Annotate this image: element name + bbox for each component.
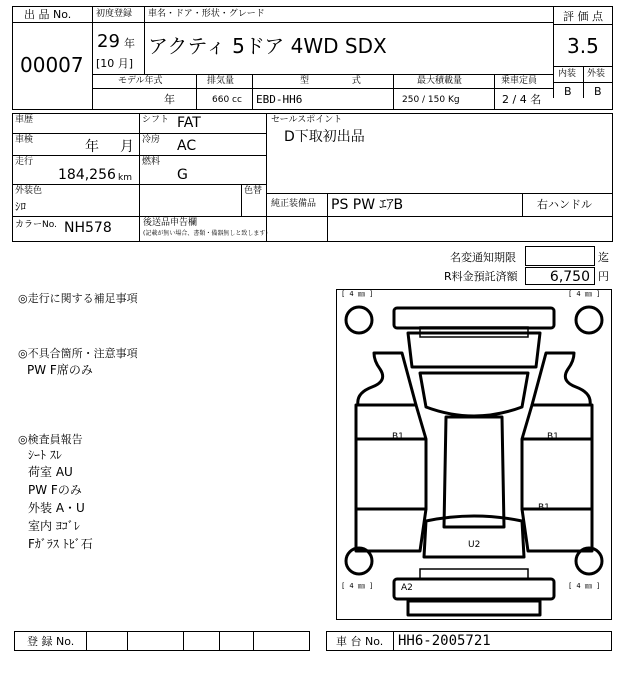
lot-label: 出 品 No. bbox=[24, 8, 72, 21]
defects-text: PW F席のみ bbox=[27, 363, 93, 377]
change-notice-field bbox=[525, 246, 595, 266]
color-change-label: 色替 bbox=[244, 186, 263, 196]
inspection-label: 車検 bbox=[15, 135, 34, 145]
equipment-value: PS PW ｴｱB bbox=[331, 197, 404, 213]
model-year-unit: 年 bbox=[164, 93, 175, 106]
tire-depth-front-left: [ 4 ㎜ ] bbox=[341, 290, 374, 298]
damage-mark-right-door: B1 bbox=[547, 432, 559, 442]
reg-month: [10 月] bbox=[96, 57, 134, 70]
recycle-value: 6,750 bbox=[549, 269, 590, 285]
ac-value: AC bbox=[177, 138, 197, 154]
inspector-title: ◎検査員報告 bbox=[18, 433, 83, 446]
steering-value: 右ハンドル bbox=[537, 198, 592, 211]
color-no-label: カラーNo. bbox=[15, 220, 57, 230]
car-name-label: 車名・ドア・形状・グレード bbox=[148, 9, 265, 19]
displacement-value: 660 cc bbox=[212, 95, 242, 105]
history-label: 車歴 bbox=[15, 115, 34, 125]
inspection-month-unit: 月 bbox=[120, 139, 134, 155]
damage-mark-right-rear: B1 bbox=[538, 503, 550, 513]
reg-year-unit: 年 bbox=[124, 37, 135, 50]
mileage-label: 走行 bbox=[15, 157, 34, 167]
model-code-label: 型 式 bbox=[300, 76, 361, 86]
ac-label: 冷房 bbox=[142, 135, 161, 145]
exterior-grade: B bbox=[594, 85, 602, 98]
interior-label: 内装 bbox=[558, 69, 577, 79]
reg-year: 29 bbox=[97, 31, 120, 52]
post-report-note: (記載が無い場合、書類・備器無しと致します) bbox=[143, 230, 268, 237]
fuel-value: G bbox=[177, 167, 188, 183]
damage-mark-left-door: B1 bbox=[392, 432, 404, 442]
lot-number: 00007 bbox=[20, 53, 84, 77]
max-load-label: 最大積載量 bbox=[417, 76, 463, 86]
inspector-line: PW Fのみ bbox=[28, 483, 82, 497]
fuel-label: 燃料 bbox=[142, 157, 161, 167]
model-code-value: EBD-HH6 bbox=[256, 93, 303, 106]
defects-title: ◎不具合箇所・注意事項 bbox=[18, 347, 138, 360]
tire-depth-rear-right: [ 4 ㎜ ] bbox=[568, 582, 601, 590]
capacity-value: 2 / 4 名 bbox=[502, 93, 542, 106]
interior-grade: B bbox=[564, 85, 572, 98]
driving-notes-title: ◎走行に関する補足事項 bbox=[18, 292, 138, 305]
post-report-label: 後送品申告欄 bbox=[143, 218, 198, 228]
color-no-value: NH578 bbox=[64, 220, 112, 236]
mileage-value: 184,256 bbox=[58, 167, 116, 183]
chassis-no-label: 車 台 No. bbox=[336, 635, 384, 648]
color-value: ｼﾛ bbox=[15, 200, 26, 213]
equipment-label: 純正装備品 bbox=[271, 199, 317, 209]
sales-point-label: セールスポイント bbox=[271, 115, 343, 125]
sales-point-value: D下取初出品 bbox=[284, 129, 365, 145]
score-label: 評 価 点 bbox=[563, 10, 603, 23]
change-notice-label: 名変通知期限 bbox=[450, 251, 516, 264]
displacement-label: 排気量 bbox=[207, 76, 235, 86]
color-label: 外装色 bbox=[15, 186, 43, 196]
max-load-value: 250 / 150 Kg bbox=[402, 95, 460, 105]
exterior-label: 外装 bbox=[587, 69, 606, 79]
recycle-field bbox=[525, 267, 595, 285]
tire-depth-front-right: [ 4 ㎜ ] bbox=[568, 290, 601, 298]
inspector-line: Fｶﾞﾗｽ ﾄﾋﾞ石 bbox=[28, 537, 93, 551]
shift-label: シフト bbox=[142, 115, 170, 125]
first-reg-label: 初度登録 bbox=[96, 9, 133, 19]
chassis-no-value: HH6-2005721 bbox=[398, 633, 491, 649]
inspector-line: 外装 A・U bbox=[28, 501, 85, 515]
recycle-label: R料金預託済額 bbox=[444, 270, 518, 283]
car-diagram bbox=[336, 289, 612, 620]
recycle-unit: 円 bbox=[598, 270, 609, 283]
inspection-year-unit: 年 bbox=[85, 139, 99, 155]
damage-mark-tailgate: U2 bbox=[468, 540, 481, 550]
registration-no-label: 登 録 No. bbox=[27, 635, 75, 648]
car-name: アクティ 5ドア 4WD SDX bbox=[148, 34, 387, 58]
model-year-label: モデル年式 bbox=[118, 76, 163, 86]
change-notice-unit: 迄 bbox=[598, 251, 609, 264]
capacity-label: 乗車定員 bbox=[501, 76, 538, 86]
tire-depth-rear-left: [ 4 ㎜ ] bbox=[341, 582, 374, 590]
inspector-line: 室内 ﾖｺﾞﾚ bbox=[28, 519, 80, 533]
damage-mark-rear-bumper: A2 bbox=[401, 583, 413, 593]
score-value: 3.5 bbox=[567, 34, 599, 58]
mileage-unit: km bbox=[118, 173, 132, 183]
shift-value: FAT bbox=[177, 115, 201, 131]
inspector-line: ｼｰﾄ ｽﾚ bbox=[28, 448, 62, 462]
inspector-line: 荷室 AU bbox=[28, 465, 73, 479]
